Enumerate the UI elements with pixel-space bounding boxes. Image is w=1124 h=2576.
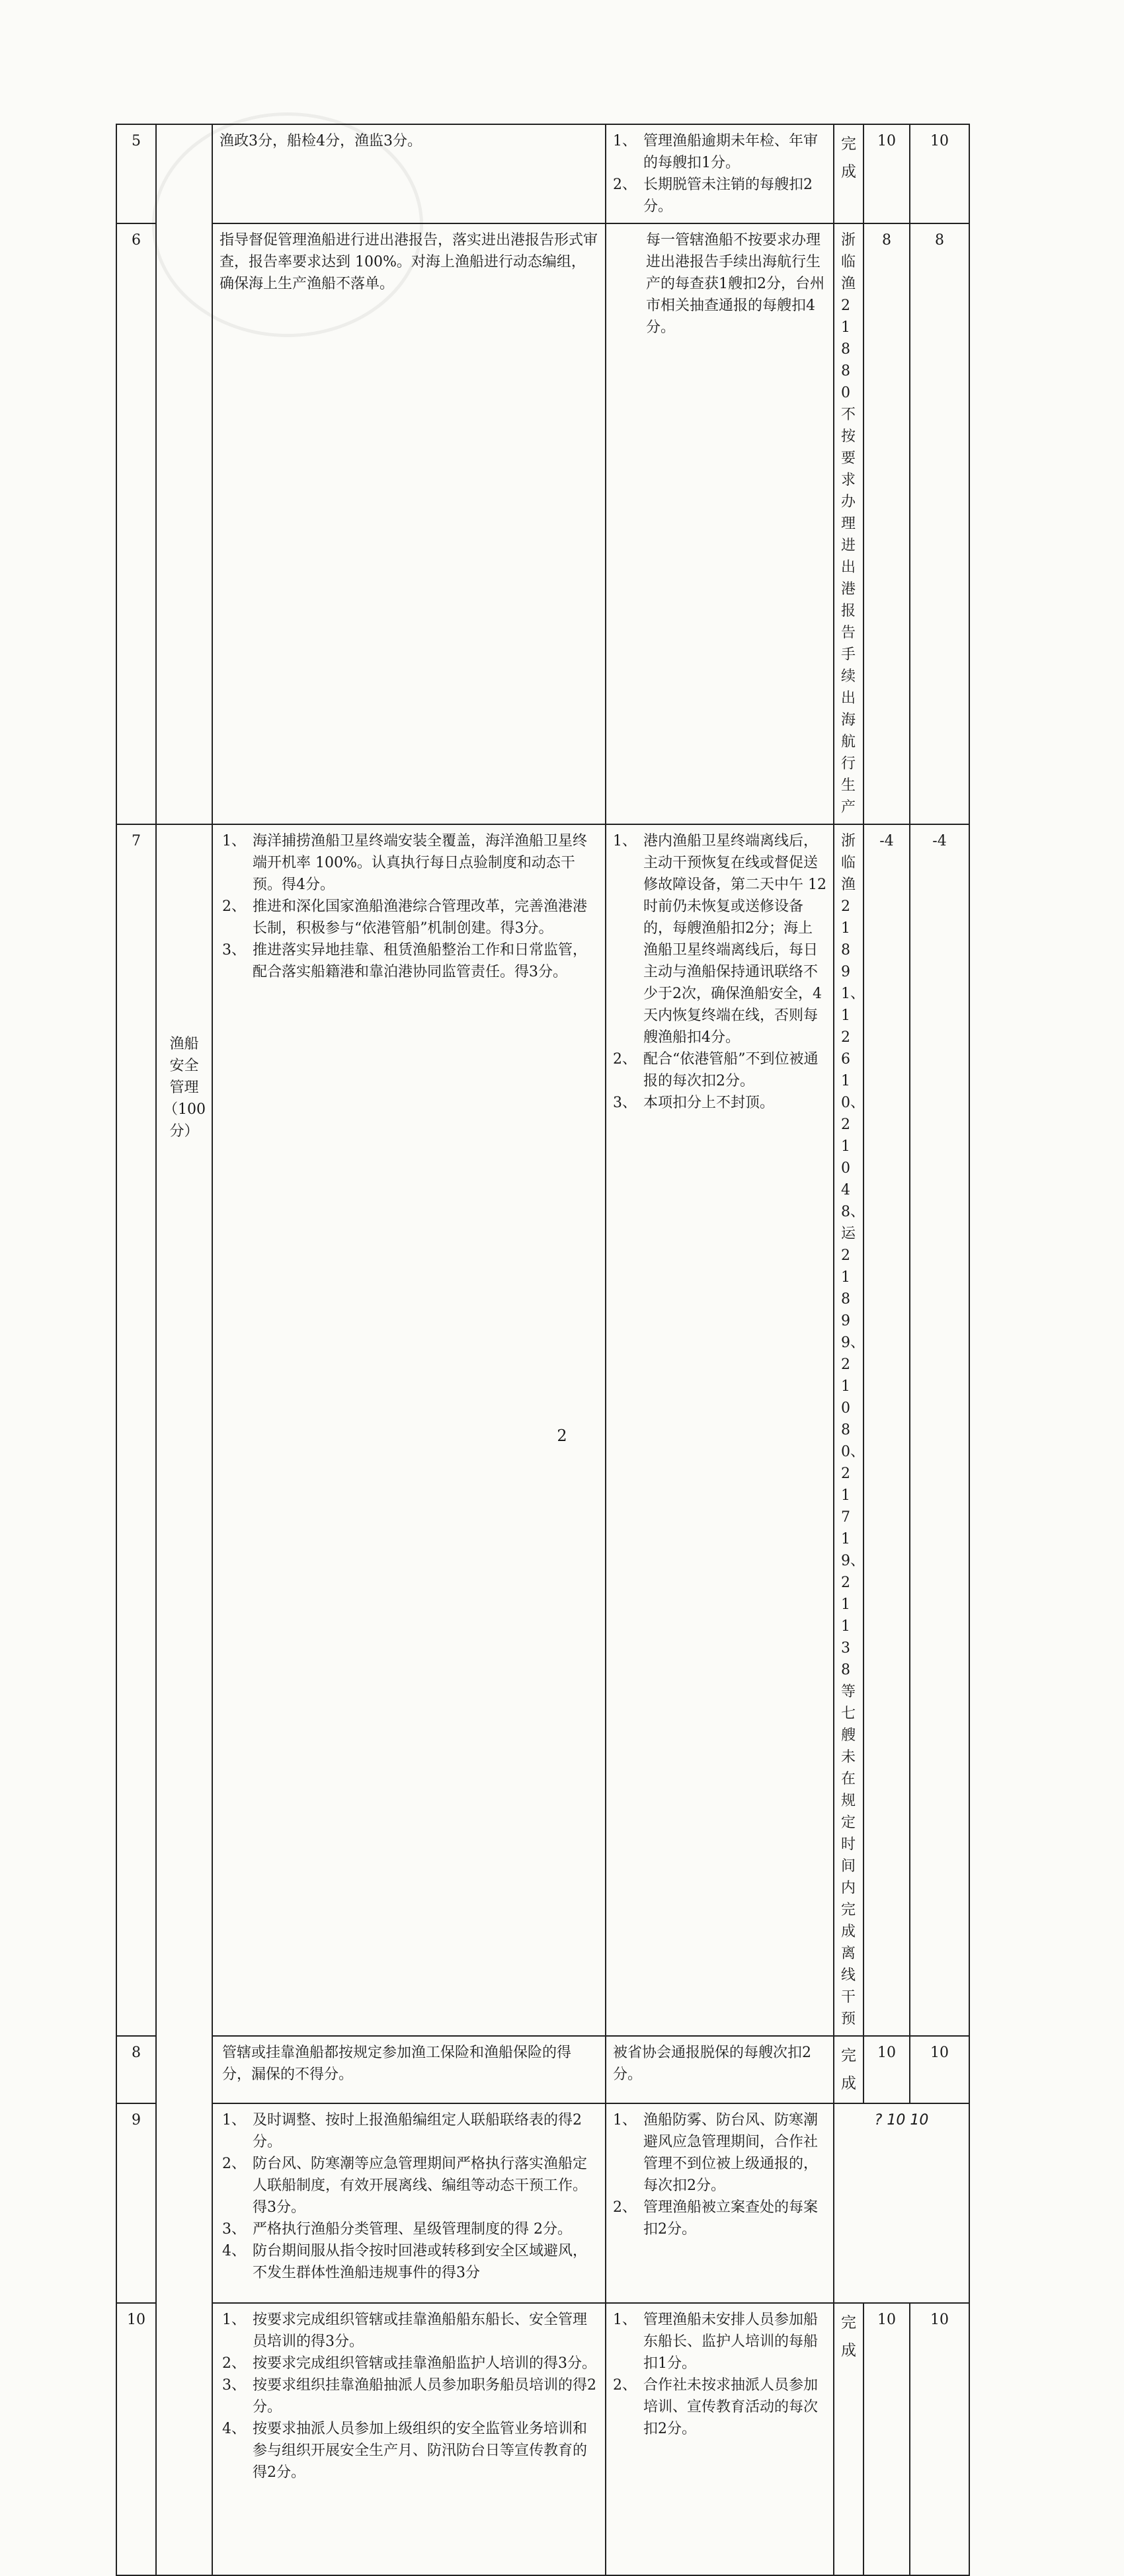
status-text: 浙临渔21880不按要求办理进出港报告手续出海航行生产 — [834, 223, 863, 824]
deduction-rules: 1、 管理渔船未安排人员参加船东船长、监护人培训的每船扣1分。 2、 合作社未按求抽派人员参加培训、宣传教育活动的每次扣2分。 — [606, 2303, 834, 2575]
category-cell-empty — [156, 223, 212, 824]
final-score: 10 — [910, 2036, 969, 2103]
final-score: -4 — [910, 824, 969, 2036]
handwritten-scores: ? 10 10 — [834, 2103, 969, 2303]
self-score: 8 — [863, 223, 910, 824]
page-number: 2 — [557, 1426, 567, 1445]
row-number: 7 — [116, 824, 156, 2036]
status-text: 完成 — [834, 124, 863, 223]
deduction-rules: 1、 渔船防雾、防台风、防寒潮避风应急管理期间，合作社管理不到位被上级通报的，每次扣2分。 2、 管理渔船被立案查处的每案扣2分。 — [606, 2103, 834, 2303]
table-row — [116, 2036, 969, 2103]
deduction-rules: 1、 港内渔船卫星终端离线后，主动干预恢复在线或督促送修故障设备，第二天中午 12 时前仍未恢复或送修设备的，每艘渔船扣2分；海上渔船卫星终端离线后，每日主动与渔船保持通讯联络不少于2次，确保渔船安全，4天内恢复终端在线，否则每艘渔船扣4分。 2、 配合“依港管船”不到位被通报的每次扣2分。 3、 本项扣分上不封顶。 — [606, 824, 834, 2036]
row-number: 5 — [116, 124, 156, 223]
deduction-rules: 每一管辖渔船不按要求办理进出港报告手续出海航行生产的每查获1艘扣2分，台州市相关抽查通报的每艘扣4分。 — [606, 223, 834, 824]
row-number: 8 — [116, 2036, 156, 2103]
final-score: 10 — [910, 2303, 969, 2575]
assessment-table — [116, 124, 970, 2576]
standard-text: 1、 海洋捕捞渔船卫星终端安装全覆盖，海洋渔船卫星终端开机率 100%。认真执行每日点验制度和动态干预。得4分。 2、 推进和深化国家渔船渔港综合管理改革，完善渔港港长制，积极参与“依港管船”机制创建。得3分。 3、 推进落实异地挂靠、租赁渔船整治工作和日常监管，配合落实船籍港和靠泊港协同监管责任。得3分。 — [212, 824, 606, 2036]
deduction-rules: 1、 管理渔船逾期未年检、年审的每艘扣1分。 2、 长期脱管未注销的每艘扣2分。 — [606, 124, 834, 223]
status-text: 浙临渔21891、12610、21048、运21899、21080、21719、21138等七艘未在规定时间内完成离线干预 — [834, 824, 863, 2036]
row-number: 10 — [116, 2303, 156, 2575]
table-row — [116, 2103, 969, 2303]
standard-text: 指导督促管理渔船进行进出港报告，落实进出港报告形式审查，报告率要求达到 100%。对海上渔船进行动态编组，确保海上生产渔船不落单。 — [212, 223, 606, 824]
category-label: 渔船安全管理（100分） — [156, 824, 212, 2575]
row-number: 6 — [116, 223, 156, 824]
status-text: 完成 — [834, 2303, 863, 2575]
table-row — [116, 223, 969, 824]
self-score: 10 — [863, 2303, 910, 2575]
row-number: 9 — [116, 2103, 156, 2303]
final-score: 10 — [910, 124, 969, 223]
self-score: 10 — [863, 124, 910, 223]
status-text: 完成 — [834, 2036, 863, 2103]
table-row — [116, 124, 969, 223]
final-score: 8 — [910, 223, 969, 824]
standard-text: 1、 按要求完成组织管辖或挂靠渔船船东船长、安全管理员培训的得3分。 2、 按要求完成组织管辖或挂靠渔船监护人培训的得3分。 3、 按要求组织挂靠渔船抽派人员参加职务船员培训的得2分。 4、 按要求抽派人员参加上级组织的安全监管业务培训和参与组织开展安全生产月、防汛防台日等宣传教育的得2分。 — [212, 2303, 606, 2575]
deduction-rules: 被省协会通报脱保的每艘次扣2分。 — [606, 2036, 834, 2103]
self-score: 10 — [863, 2036, 910, 2103]
standard-text: 1、 及时调整、按时上报渔船编组定人联船联络表的得2分。 2、 防台风、防寒潮等应急管理期间严格执行落实渔船定人联船制度，有效开展离线、编组等动态干预工作。得3分。 3、 严格执行渔船分类管理、星级管理制度的得 2分。 4、 防台期间服从指令按时回港或转移到安全区域避风，不发生群体性渔船违规事件的得3分 — [212, 2103, 606, 2303]
standard-text: 管辖或挂靠渔船都按规定参加渔工保险和渔船保险的得分，漏保的不得分。 — [212, 2036, 606, 2103]
self-score: -4 — [863, 824, 910, 2036]
category-cell-empty — [156, 124, 212, 223]
standard-text: 渔政3分，船检4分，渔监3分。 — [212, 124, 606, 223]
table-row — [116, 2303, 969, 2575]
